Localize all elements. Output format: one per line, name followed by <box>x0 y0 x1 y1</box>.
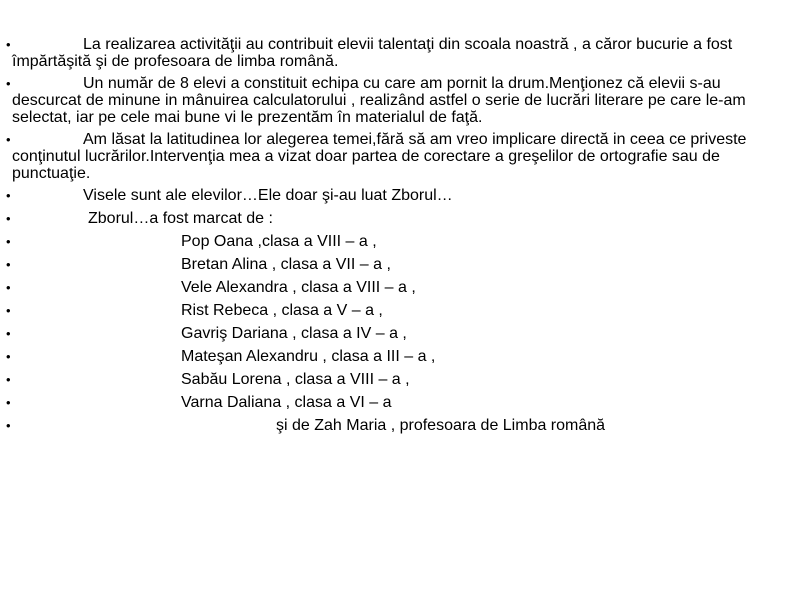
paragraph-activity <box>0 36 800 70</box>
student-name: Pop Oana ,clasa a VIII – a , <box>181 233 377 250</box>
student-name: Rist Rebeca , clasa a V – a , <box>181 302 383 319</box>
bullet: • <box>6 76 11 91</box>
bullet: • <box>6 234 11 249</box>
student-name: Sabău Lorena , clasa a VIII – a , <box>181 371 410 388</box>
dreams-line <box>0 187 800 204</box>
student-name: Gavriş Dariana , clasa a IV – a , <box>181 325 407 342</box>
closing-line <box>0 417 800 434</box>
marked-by-line <box>0 210 800 227</box>
student-item <box>0 302 800 319</box>
student-name: Varna Daliana , clasa a VI – a <box>181 394 392 411</box>
bullet: • <box>6 37 11 52</box>
paragraph-text: La realizarea activităţii au contribuit elevii talentaţi din scoala noastră , a căror bucurie a fost împărtăşită şi de profesoara de limba română. <box>12 36 733 70</box>
bullet: • <box>6 418 11 433</box>
bullet: • <box>6 326 11 341</box>
paragraph-text: Am lăsat la latitudinea lor alegerea temei,fără să am vreo implicare directă in ceea ce priveste conţinutul lucrărilor.Intervenţia mea a vizat doar partea de corectare a greşelilor de ortografie sau de punctuaţie. <box>12 131 747 182</box>
bullet: • <box>6 188 11 203</box>
student-item <box>0 256 800 273</box>
bullet: • <box>6 303 11 318</box>
student-item <box>0 371 800 388</box>
student-name: Mateşan Alexandru , clasa a III – a , <box>181 348 436 365</box>
bullet: • <box>6 132 11 147</box>
student-item <box>0 279 800 296</box>
dreams-text: Visele sunt ale elevilor…Ele doar şi-au luat Zborul… <box>83 187 453 204</box>
paragraph-themes <box>0 131 800 182</box>
bullet: • <box>6 211 11 226</box>
bullet: • <box>6 280 11 295</box>
bullet: • <box>6 257 11 272</box>
bullet: • <box>6 372 11 387</box>
closing-text: şi de Zah Maria , profesoara de Limba română <box>276 417 606 434</box>
marked-by-text: Zborul…a fost marcat de : <box>88 210 273 227</box>
slide-body <box>0 36 800 440</box>
student-item <box>0 325 800 342</box>
student-item <box>0 348 800 365</box>
paragraph-text: Un număr de 8 elevi a constituit echipa cu care am pornit la drum.Menţionez că elevii s-au descurcat de minune in mânuirea calculatorului , realizând astfel o serie de lucrări literare pe care le-am selectat, iar pe cele mai bune vi le prezentăm în materialul de faţă. <box>12 75 746 126</box>
student-item <box>0 394 800 411</box>
bullet: • <box>6 349 11 364</box>
bullet: • <box>6 395 11 410</box>
student-name: Vele Alexandra , clasa a VIII – a , <box>181 279 416 296</box>
paragraph-team <box>0 75 800 126</box>
student-name: Bretan Alina , clasa a VII – a , <box>181 256 391 273</box>
student-item <box>0 233 800 250</box>
